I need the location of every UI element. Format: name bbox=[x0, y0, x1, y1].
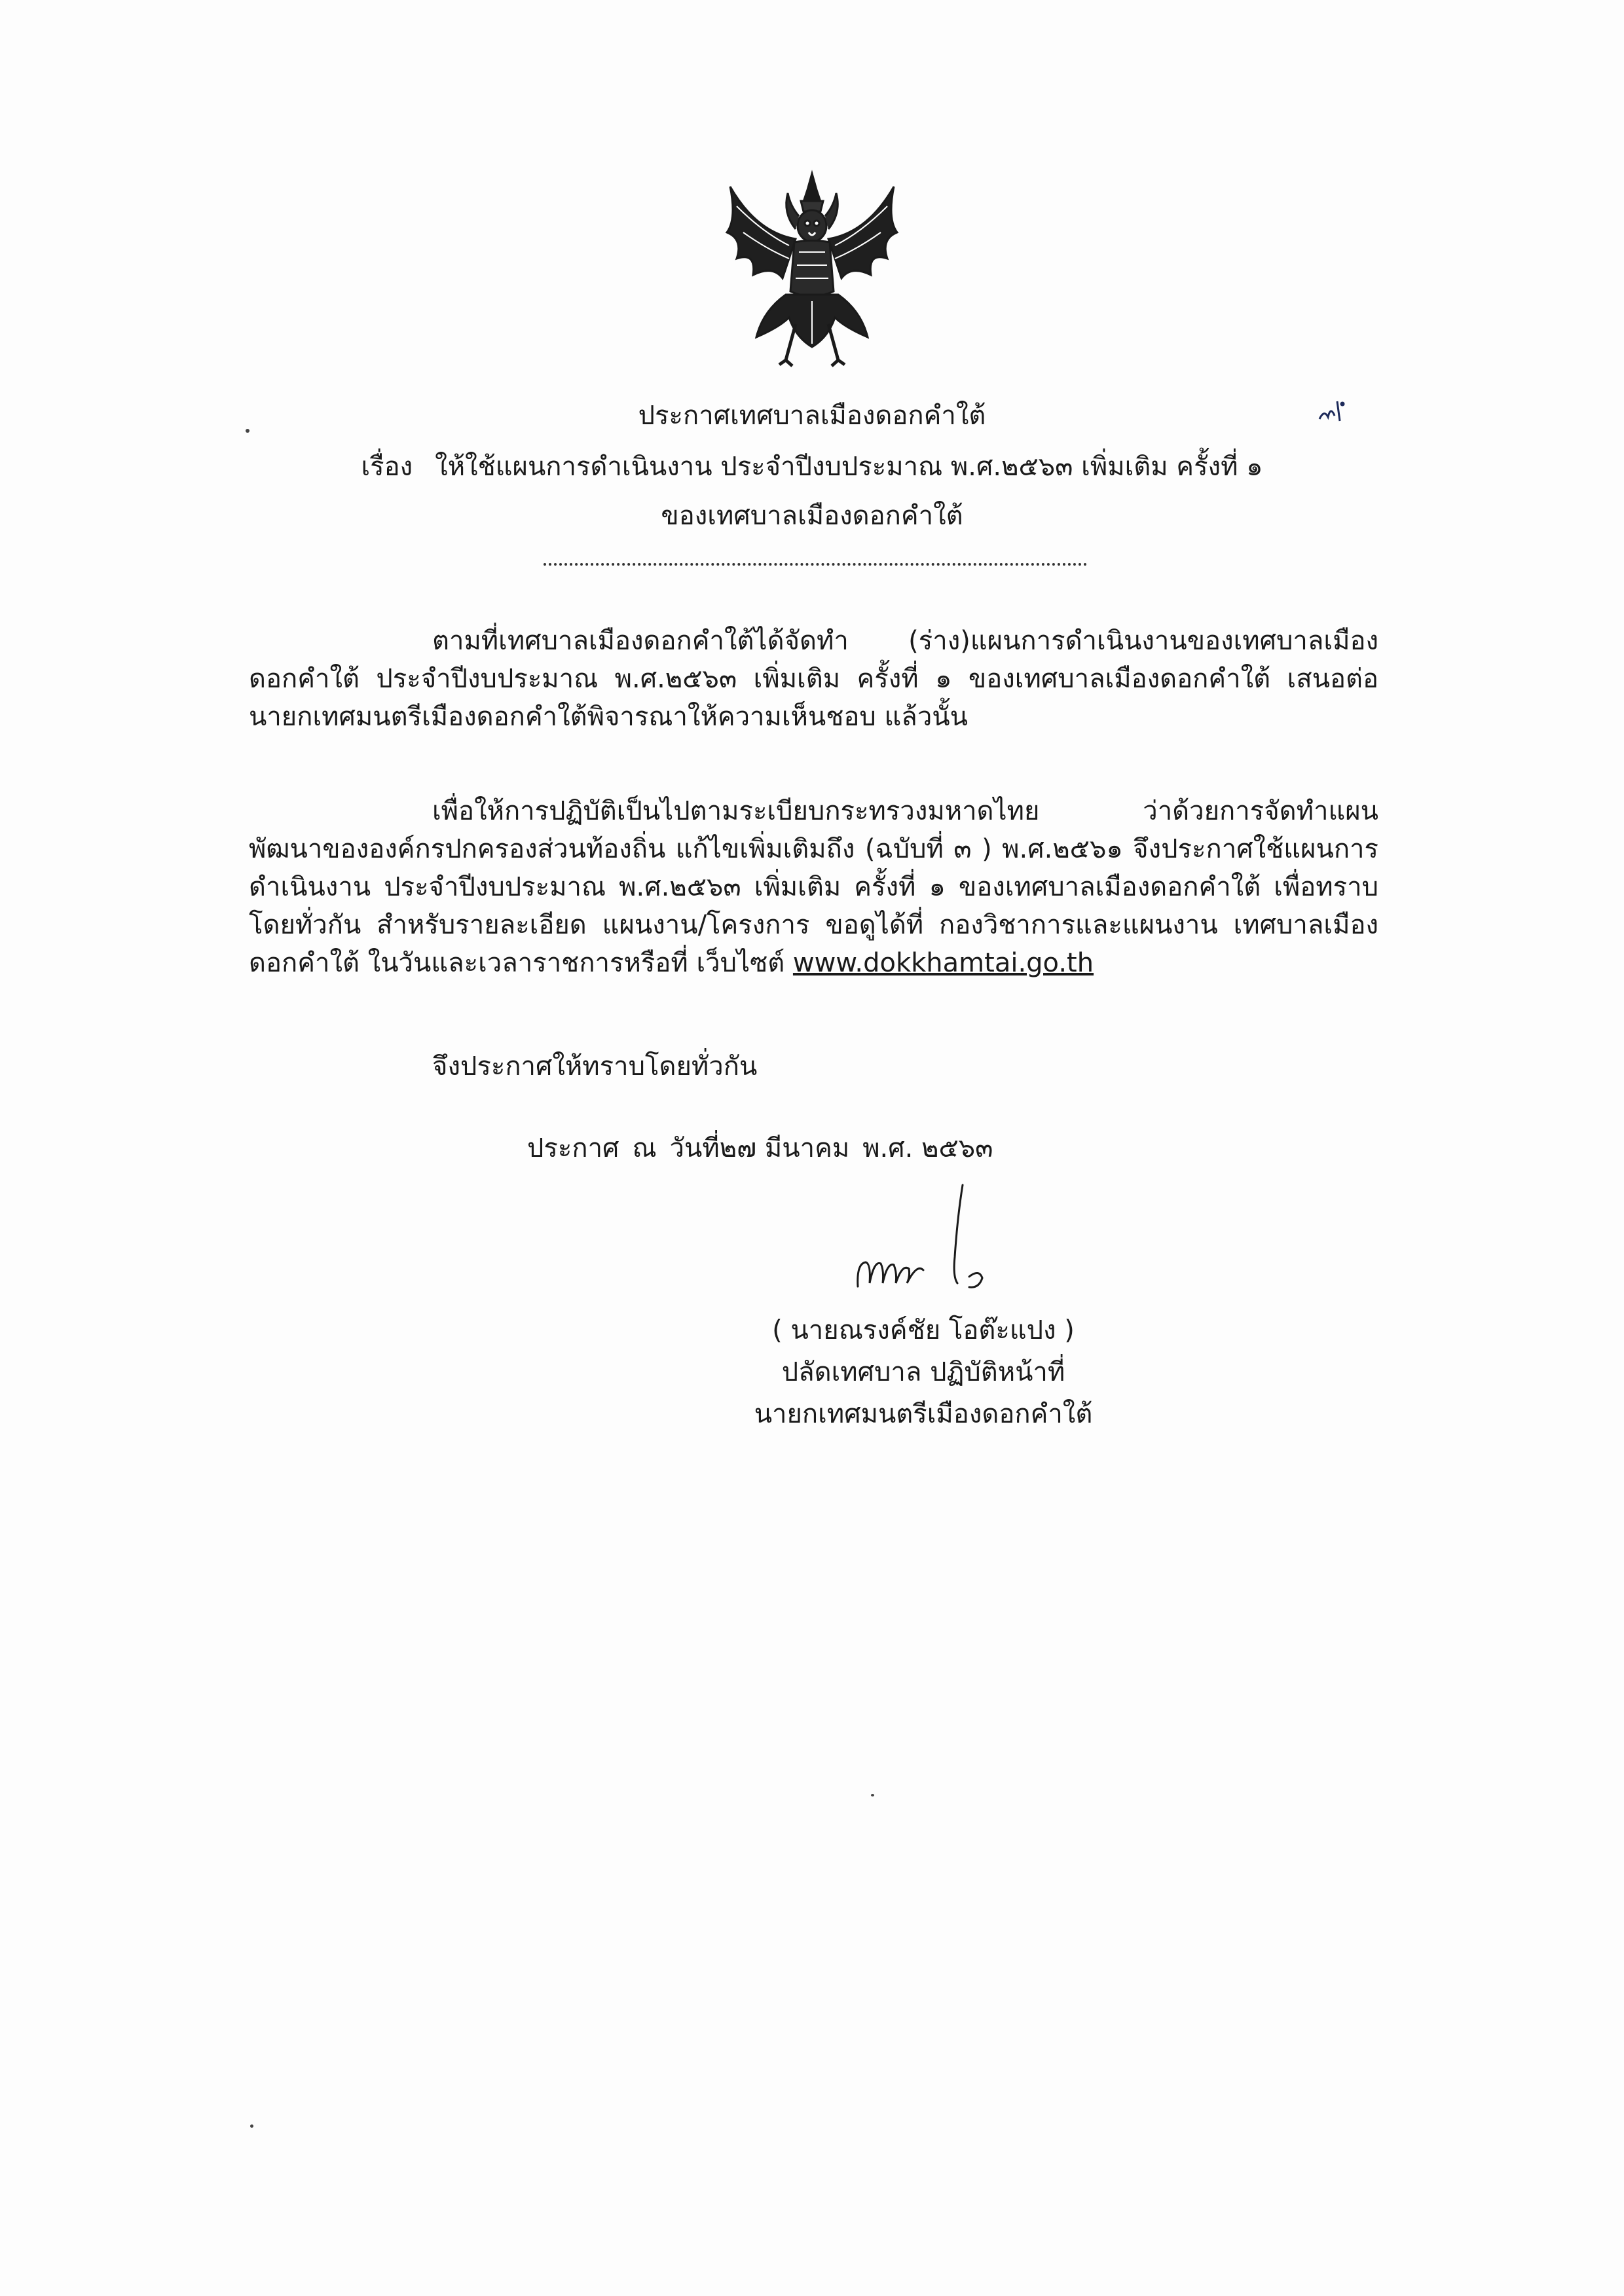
date-month: มีนาคม bbox=[764, 1133, 850, 1163]
signatory-acting-for: นายกเทศมนตรีเมืองดอกคำใต้ bbox=[754, 1399, 1093, 1429]
paragraph-line: ดำเนินงาน ประจำปีงบประมาณ พ.ศ.๒๕๖๓ เพิ่มเติม ครั้งที่ ๑ ของเทศบาลเมืองดอกคำใต้ เพื่อทราบ bbox=[249, 872, 1378, 902]
ink-mark-icon bbox=[1316, 396, 1349, 426]
paragraph-line: พัฒนาขององค์กรปกครองส่วนท้องถิ่น แก้ไขเพิ่มเติมถึง (ฉบับที่ ๓ ) พ.ศ.๒๕๖๑ จึงประกาศใช้แผนการ bbox=[249, 834, 1378, 864]
date-at-word: ณ bbox=[632, 1133, 657, 1163]
scan-speck bbox=[246, 429, 249, 433]
paragraph-line: นายกเทศมนตรีเมืองดอกคำใต้พิจารณาให้ความเห็นชอบ แล้วนั้น bbox=[249, 702, 968, 732]
signatory-name: ( นายณรงค์ชัย โอต๊ะแปง ) bbox=[772, 1315, 1075, 1345]
announcement-date bbox=[527, 1129, 993, 1167]
subject-line bbox=[0, 447, 1624, 486]
paragraph-line: ดอกคำใต้ ประจำปีงบประมาณ พ.ศ.๒๕๖๓ เพิ่มเติม ครั้งที่ ๑ ของเทศบาลเมืองดอกคำใต้ เสนอต่อ bbox=[249, 664, 1378, 694]
signatory-position: ปลัดเทศบาล ปฏิบัติหน้าที่ bbox=[781, 1357, 1065, 1387]
subject-label: เรื่อง bbox=[361, 452, 413, 482]
closing-statement: จึงประกาศให้ทราบโดยทั่วกัน bbox=[432, 1051, 758, 1082]
paragraph-line-with-link bbox=[249, 944, 1378, 982]
paragraph-line: โดยทั่วกัน สำหรับรายละเอียด แผนงาน/โครงการ ขอดูได้ที่ กองวิชาการและแผนงาน เทศบาลเมือง bbox=[249, 910, 1378, 940]
scan-speck bbox=[871, 1794, 874, 1796]
paragraph-line: เพื่อให้การปฏิบัติเป็นไปตามระเบียบกระทรวงมหาดไทย ว่าด้วยการจัดทำแผน bbox=[432, 796, 1378, 826]
subject-continuation: ของเทศบาลเมืองดอกคำใต้ bbox=[661, 501, 963, 531]
date-year: พ.ศ. ๒๕๖๓ bbox=[862, 1133, 993, 1163]
paragraph-line-text: ดอกคำใต้ ในวันและเวลาราชการหรือที่ เว็บไซต์ bbox=[249, 948, 785, 978]
garuda-emblem-icon bbox=[717, 160, 907, 373]
body-paragraph-1 bbox=[249, 622, 1378, 736]
dotted-divider bbox=[544, 563, 1087, 566]
subject-text: ให้ใช้แผนการดำเนินงาน ประจำปีงบประมาณ พ.ศ.๒๕๖๓ เพิ่มเติม ครั้งที่ ๑ bbox=[435, 452, 1263, 482]
handwritten-signature-icon bbox=[845, 1178, 1002, 1309]
body-paragraph-2 bbox=[249, 792, 1378, 982]
scan-speck bbox=[250, 2124, 253, 2128]
date-day: ๒๗ bbox=[719, 1133, 757, 1163]
signatory-block bbox=[720, 1309, 1126, 1435]
website-link[interactable]: www.dokkhamtai.go.th bbox=[792, 948, 1094, 978]
announcement-title: ประกาศเทศบาลเมืองดอกคำใต้ bbox=[638, 401, 986, 431]
date-day-word: วันที่ bbox=[669, 1133, 720, 1163]
date-announce-word: ประกาศ bbox=[527, 1133, 619, 1163]
paragraph-line: ตามที่เทศบาลเมืองดอกคำใต้ได้จัดทำ (ร่าง)แผนการดำเนินงานของเทศบาลเมือง bbox=[432, 626, 1378, 656]
